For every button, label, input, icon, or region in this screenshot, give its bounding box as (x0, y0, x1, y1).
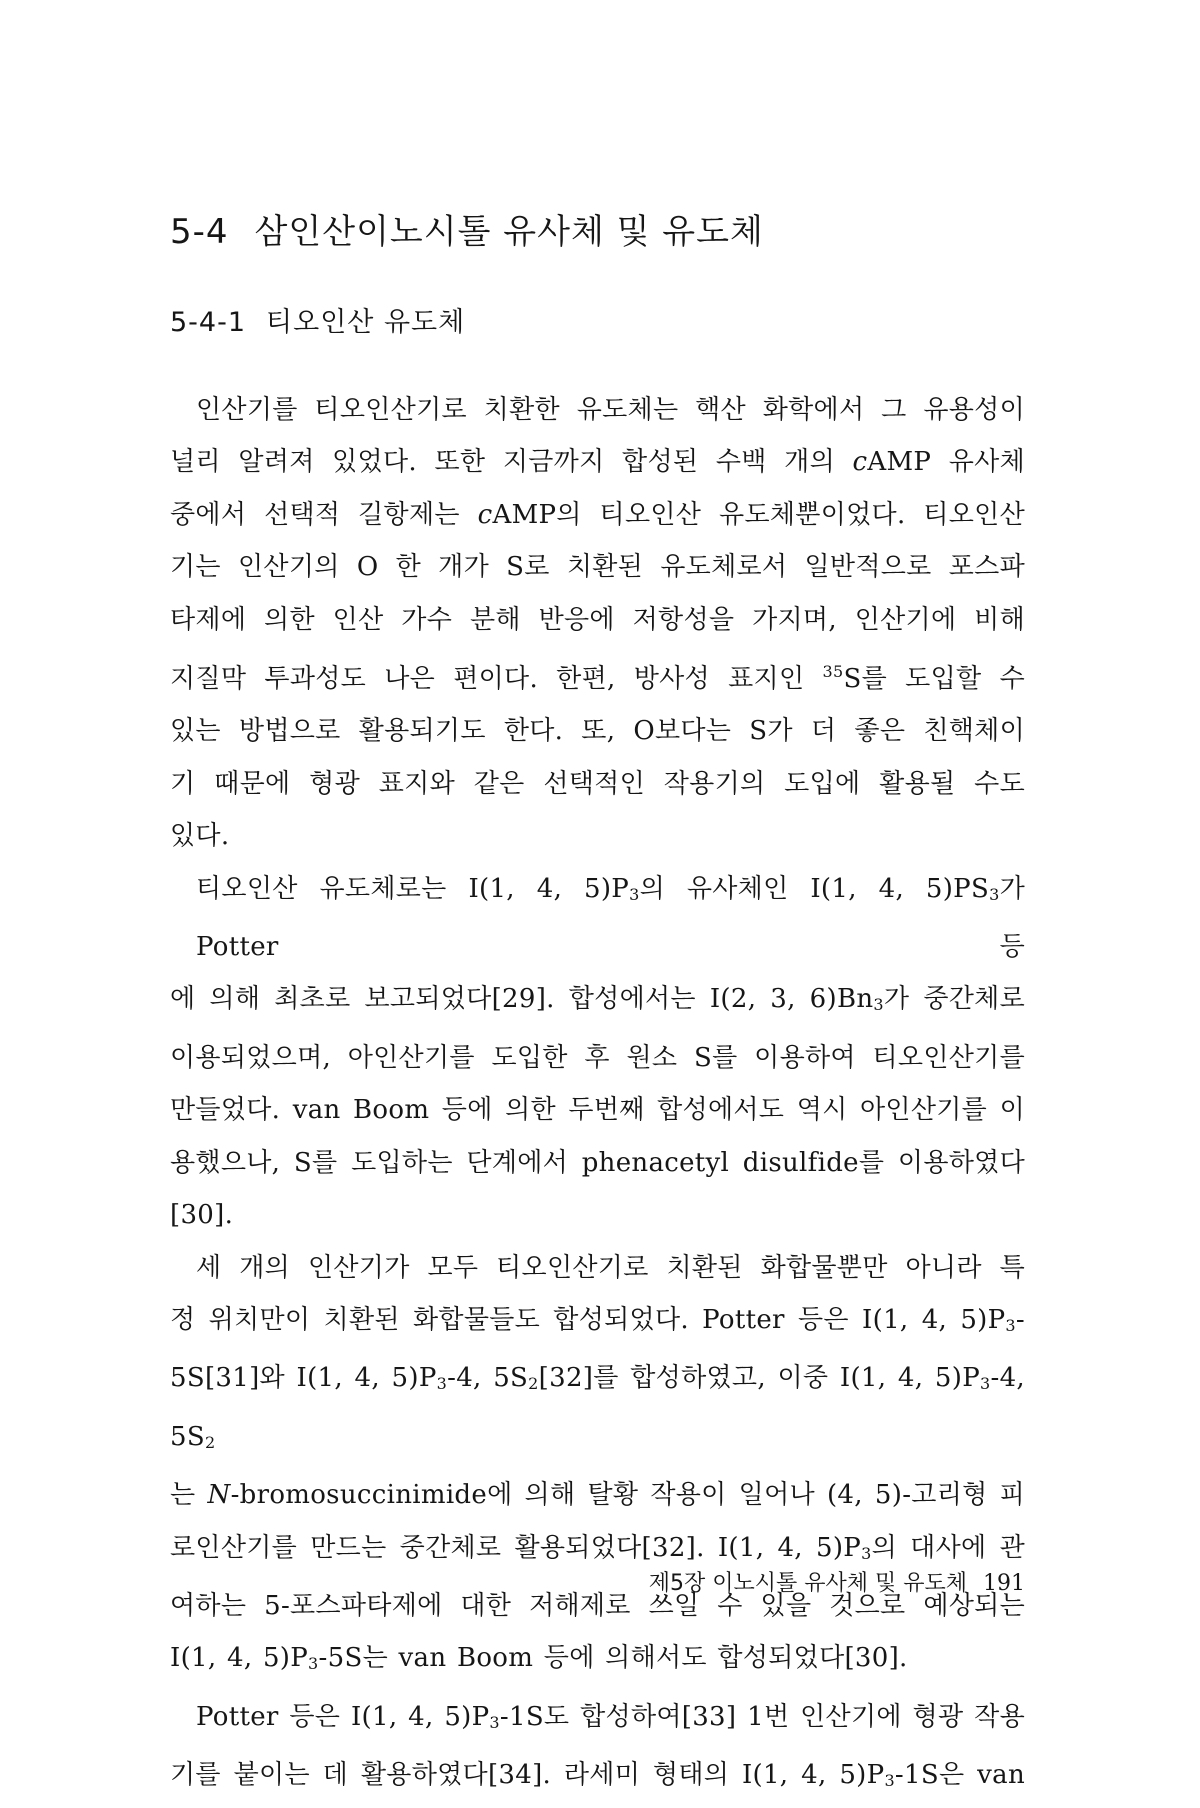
text-line: 있는 방법으로 활용되기도 한다. 또, O보다는 S가 더 좋은 친핵체이 (170, 716, 1025, 747)
text-line: 중에서 선택적 길항제는 cAMP의 티오인산 유도체뿐이었다. 티오인산 (170, 499, 1025, 530)
section-title: 삼인산이노시톨 유사체 및 유도체 (254, 212, 764, 252)
footer-chapter-title: 제5장 이노시톨 유사체 및 유도체 (648, 1571, 967, 1596)
text-line: I(1, 4, 5)P3-5S는 van Boom 등에 의해서도 합성되었다[30]. (170, 1643, 908, 1674)
text-line: 기는 인산기의 O 한 개가 S로 치환된 유도체로서 일반적으로 포스파 (170, 552, 1025, 583)
text-line: 로인산기를 만드는 중간체로 활용되었다[32]. I(1, 4, 5)P3의 대사에 관 (170, 1532, 1025, 1563)
text-line: 에 의해 최초로 보고되었다[29]. 합성에서는 I(2, 3, 6)Bn3가 중간체로 (170, 984, 1025, 1015)
subsection-number: 5-4-1 (170, 307, 247, 338)
text-line: 널리 알려져 있었다. 또한 지금까지 합성된 수백 개의 cAMP 유사체 (170, 447, 1025, 478)
text-line: Potter 등은 I(1, 4, 5)P3-1S도 합성하여[33] 1번 인산기에 형광 작용 (196, 1701, 1025, 1732)
text-line: 지질막 투과성도 나은 편이다. 한편, 방사성 표지인 $^{35}$S를 도입할 수 (170, 662, 1025, 695)
text-line: 세 개의 인산기가 모두 티오인산기로 치환된 화합물뿐만 아니라 특 (196, 1252, 1025, 1283)
text-line: 기를 붙이는 데 활용하였다[34]. 라세미 형태의 I(1, 4, 5)P3-1S은 van (170, 1760, 1025, 1791)
page-number: 191 (983, 1571, 1025, 1596)
text-line: 티오인산 유도체로는 I(1, 4, 5)P3의 유사체인 I(1, 4, 5)PS3가 Potter 등 (196, 873, 1025, 963)
section-number: 5-4 (170, 212, 229, 252)
text-line: 타제에 의한 인산 가수 분해 반응에 저항성을 가지며, 인산기에 비해 (170, 604, 1025, 635)
text-line: 인산기를 티오인산기로 치환한 유도체는 핵산 화학에서 그 유용성이 (196, 395, 1025, 425)
text-line: 기 때문에 형광 표지와 같은 선택적인 작용기의 도입에 활용될 수도 (170, 768, 1025, 799)
text-line: 5S[31]와 I(1, 4, 5)P3-4, 5S2[32]를 합성하였고, 이중 I(1, 4, 5)P3-4, 5S2 (170, 1363, 1025, 1452)
text-line: 정 위치만이 치환된 화합물들도 합성되었다. Potter 등은 I(1, 4, 5)P3- (170, 1304, 1025, 1335)
subsection-title: 티오인산 유도체 (266, 307, 466, 338)
text-line: 여하는 5-포스파타제에 대한 저해제로 쓰일 수 있을 것으로 예상되는 (170, 1590, 1025, 1621)
subsection-heading (170, 300, 465, 339)
running-footer (595, 1566, 1025, 1597)
text-line: 만들었다. van Boom 등에 의한 두번째 합성에서도 역시 아인산기를 이 (170, 1095, 1025, 1126)
text-line: 이용되었으며, 아인산기를 도입한 후 원소 S를 이용하여 티오인산기를 (170, 1042, 1025, 1073)
text-line: 용했으나, S를 도입하는 단계에서 phenacetyl disulfide를 이용하였다[30]. (170, 1147, 1025, 1231)
section-heading (170, 204, 764, 253)
text-line: 는 N-bromosuccinimide에 의해 탈황 작용이 일어나 (4, 5)-고리형 피 (170, 1480, 1026, 1511)
text-line: 있다. (170, 821, 230, 852)
